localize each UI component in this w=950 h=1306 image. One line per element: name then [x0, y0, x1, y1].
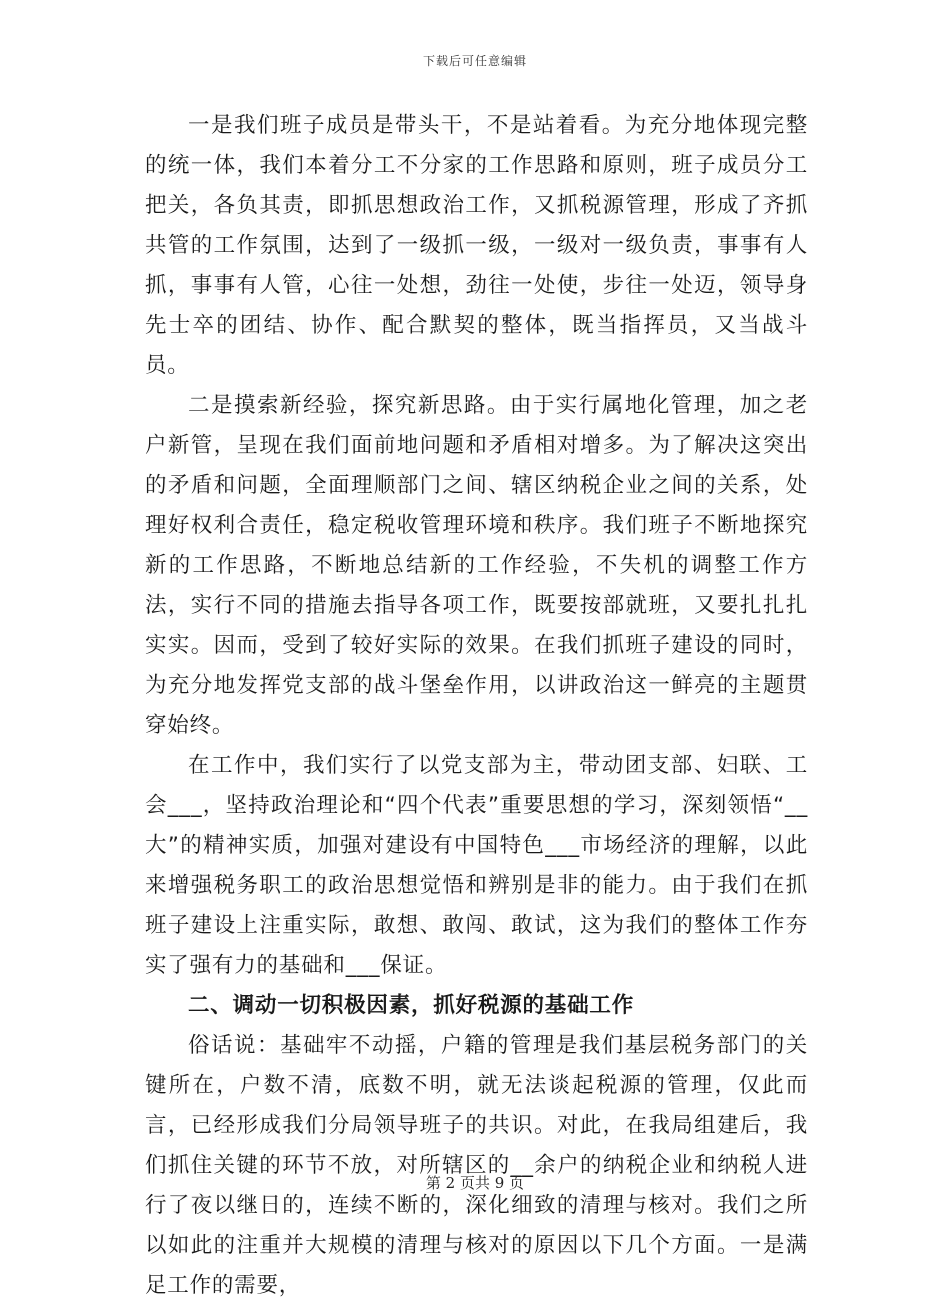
section-heading: 二、调动一切积极因素，抓好税源的基础工作 [188, 993, 635, 1018]
paragraph-3: 在工作中，我们实行了以党支部为主，带动团支部、妇联、工会___，坚持政治理论和“四个代表”重要思想的学习，深刻领悟“__大”的精神实质，加强对建设有中国特色___市场经济的理解，以此来增强税务职工的政治思想觉悟和辨别是非的能力。由于我们在抓班子建设上注重实际，敢想、敢闯、敢试，这为我们的整体工作夯实了强有力的基础和___保证。 [145, 753, 808, 978]
header-note: 下载后可任意编辑 [422, 54, 527, 68]
paragraph-1: 一是我们班子成员是带头干，不是站着看。为充分地体现完整的统一体，我们本着分工不分家的工作思路和原则，班子成员分工把关，各负其责，即抓思想政治工作，又抓税源管理，形成了齐抓共管的工作氛围，达到了一级抓一级，一级对一级负责，事事有人抓，事事有人管，心往一处想，劲往一处使，步往一处迈，领导身先士卒的团结、协作、配合默契的整体，既当指挥员，又当战斗员。 [145, 113, 808, 378]
page-number: 第 2 页共 9 页 [425, 1174, 525, 1192]
paragraph-2: 二是摸索新经验，探究新思路。由于实行属地化管理，加之老户新管，呈现在我们面前地问题和矛盾相对增多。为了解决这突出的矛盾和问题，全面理顺部门之间、辖区纳税企业之间的关系，处理好权利合责任，稳定税收管理环境和秩序。我们班子不断地探究新的工作思路，不断地总结新的工作经验，不失机的调整工作方法，实行不同的措施去指导各项工作，既要按部就班，又要扎扎扎实实。因而，受到了较好实际的效果。在我们抓班子建设的同时，为充分地发挥党支部的战斗堡垒作用，以讲政治这一鲜亮的主题贯穿始终。 [145, 393, 808, 738]
document-body [145, 106, 808, 1306]
paragraph-4: 俗话说：基础牢不动摇，户籍的管理是我们基层税务部门的关键所在，户数不清，底数不明，就无法谈起税源的管理，仅此而言，已经形成我们分局领导班子的共识。对此，在我局组建后，我们抓住关键的环节不放，对所辖区的__余户的纳税企业和纳税人进行了夜以继日的，连续不断的，深化细致的清理与核对。我们之所以如此的注重并大规模的清理与核对的原因以下几个方面。一是满足工作的需要， [145, 1033, 808, 1298]
